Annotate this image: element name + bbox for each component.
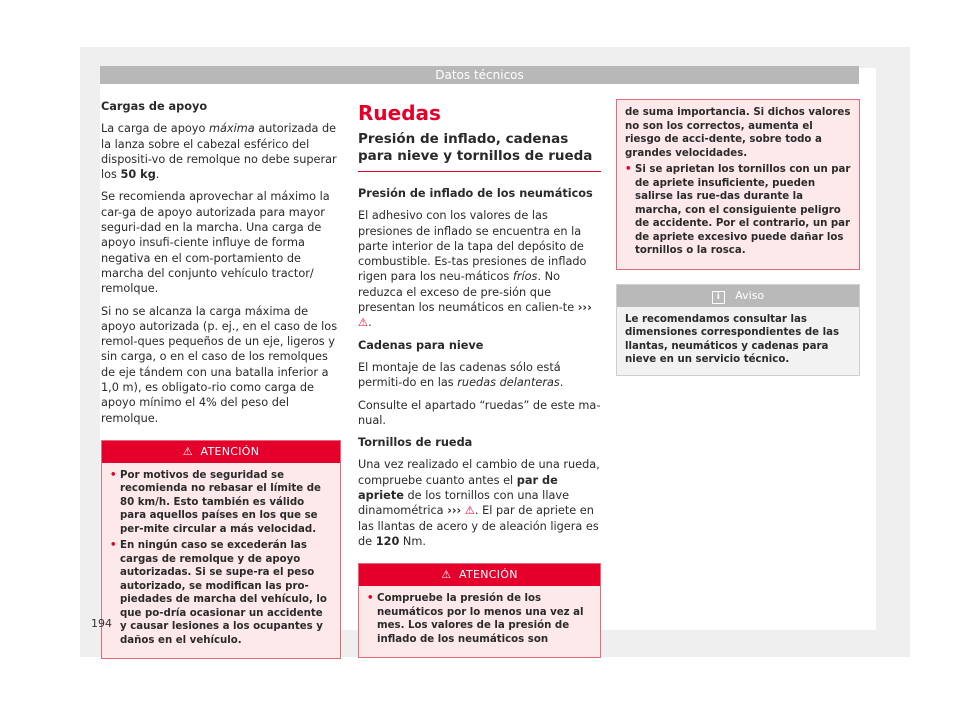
paragraph: Consulte el apartado “ruedas” de este ma-nual. [358,398,601,427]
warning-text: Si se aprietan los tornillos con un par de apriete insuficiente, pueden salirse las rue-das durante la marcha, con el consiguiente peligro de accidente. Por el contrario, un par de apriete excesivo puede dañar los tornillos o la rosca. [635,164,851,256]
value-strong: 120 [375,534,400,548]
heading-tornillos: Tornillos de rueda [358,436,473,450]
warning-header [359,564,600,586]
warning-item [110,469,332,537]
heading-presion: Presión de inflado de los neumáticos [358,187,593,200]
warning-box [101,440,341,660]
text: . [559,376,564,390]
warning-text: Por motivos de seguridad se recomienda no rebasar el límite de 80 km/h. Esto también es válido para aquellos países en los que se per-mite circular a más velocidad. [120,469,321,535]
bullet-icon: • [367,593,374,605]
value-strong: 50 kg [120,168,156,182]
text: El montaje de las cadenas sólo está permiti-do en las [358,360,561,390]
value-strong: par de apriete [358,473,558,503]
bullet-icon: • [625,164,632,175]
text: de los tornillos con una llave dinamométrica [358,489,570,518]
warning-text: Compruebe la presión de los neumáticos por lo menos una vez al mes. Los valores de la presión de inflado de los neumáticos son [377,593,584,645]
warning-title: ATENCIÓN [200,444,260,458]
warning-item [367,592,592,646]
section-subtitle: Presión de inflado, cadenas para nieve y tornillos de rueda [358,131,601,172]
reference-arrow-icon[interactable]: ››› [447,504,462,518]
warning-text: En ningún caso se excederán las cargas de remolque y de apoyo autorizadas. Si se supe-ra el peso autorizado, se modifican las pro-piedades de marcha del vehículo, lo que po-dría ocasionar un accidente y causar lesiones a los ocupantes y daños en el vehículo. [120,540,327,646]
warning-triangle-icon: ⚠ [358,316,369,330]
warning-box-continued [616,99,860,270]
warning-header [102,441,340,463]
warning-text: de suma importancia. Si dichos valores no son los correctos, aumenta el riesgo de acci-dente, sobre todo a grandes velocidades. [625,107,851,159]
text: . [155,168,160,182]
emphasis: ruedas delanteras [457,376,560,390]
text: autorizada de la lanza sobre el cabezal esférico del dispositi-vo de remolque no debe superar los [101,122,337,182]
text: . [368,316,372,330]
section-title: Ruedas [358,101,441,125]
paragraph: Se recomienda aprovechar al máximo la car-ga de apoyo autorizada para mayor seguri-dad en la marcha. Una carga de apoyo insufi-ciente influye de forma negativa en el com-portamiento de marcha del conjunto vehículo tractor/ remolque. [101,190,330,296]
text: La carga de apoyo [101,122,209,136]
warning-title: ATENCIÓN [458,568,518,582]
warning-triangle-icon: ⚠ [182,444,193,458]
info-icon: i [712,291,725,304]
bullet-icon: • [110,469,117,481]
warning-triangle-icon: ⚠ [441,568,452,582]
warning-item [110,539,332,647]
emphasis: máxima [208,122,255,136]
column-3 [616,99,860,376]
note-header [617,285,859,307]
paragraph [101,121,341,182]
warning-triangle-icon: ⚠ [464,504,475,518]
heading-cargas-de-apoyo: Cargas de apoyo [101,100,208,113]
warning-box [358,563,601,658]
paragraph: Si no se alcanza la carga máxima de apoyo autorizada (p. ej., en el caso de los remol-ques pequeños de un eje, ligeros y sin carga, o en el caso de los remolques de eje tándem con una batalla inferior a 1,0 m), es obligato-rio como carga de apoyo mínimo el 4% del peso del remolque. [101,304,338,425]
text: Una vez realizado el cambio de una rueda, compruebe cuanto antes el [358,458,600,487]
reference-arrow-icon[interactable]: ››› [577,301,592,315]
column-1 [101,99,341,659]
text: . No reduzca el exceso de pre-sión que presentan los neumáticos en calien-te [358,270,578,315]
note-text: Le recomendamos consultar las dimensiones correspondientes de las llantas, neumáticos y cadenas para nieve en un servicio técnico. [625,313,840,365]
paragraph [358,457,601,549]
text: . El par de apriete en las llantas de acero y de aleación ligera es de [358,504,599,548]
note-title: Aviso [735,288,765,302]
paragraph [358,208,601,330]
bullet-icon: • [110,540,117,552]
heading-cadenas: Cadenas para nieve [358,338,484,352]
page-number: 194 [91,617,112,630]
text: El adhesivo con los valores de las presiones de inflado se encuentra en la parte interior de la tapa del depósito de combustible. Es-tas presiones de inflado rigen para los neu-máticos [358,209,587,284]
warning-item [625,163,851,258]
paragraph [358,360,601,391]
text: Nm. [399,534,426,548]
column-2 [358,99,601,658]
note-box [616,284,860,376]
emphasis: fríos [512,270,538,284]
section-header: Datos técnicos [100,66,859,84]
